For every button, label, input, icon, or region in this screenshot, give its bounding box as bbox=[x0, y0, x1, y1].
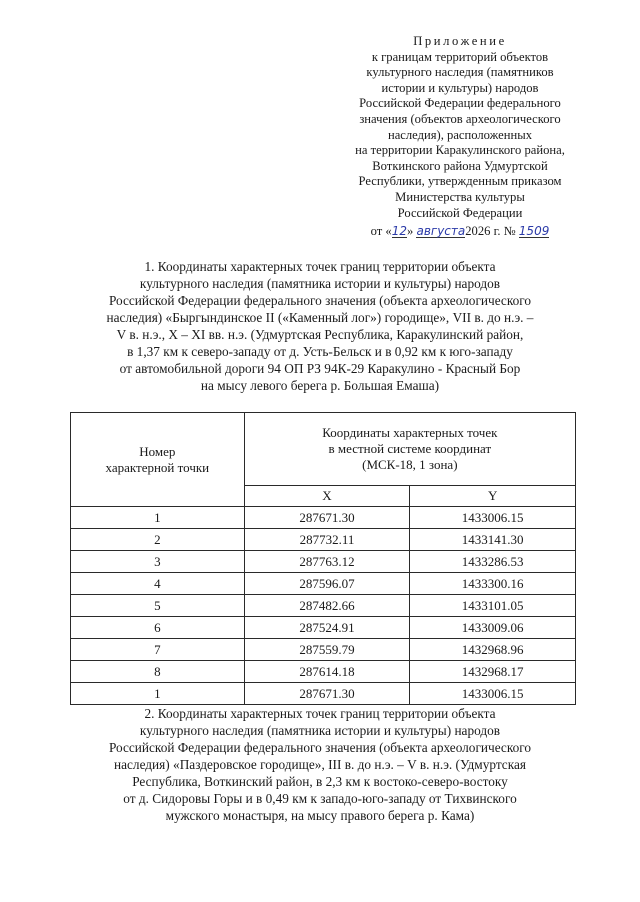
section-1-line: от автомобильной дороги 94 ОП РЗ 94К-29 Каракулино - Красный Бор bbox=[119, 361, 521, 376]
appendix-line: Российской Федерации федерального bbox=[359, 96, 561, 111]
section-2-title bbox=[62, 705, 578, 824]
appendix-line: Министерства культуры bbox=[395, 189, 525, 204]
section-1-line: на мысу левого берега р. Большая Емаша) bbox=[200, 378, 440, 393]
table-row bbox=[71, 573, 576, 595]
cell-y: 1433286.53 bbox=[410, 551, 576, 573]
cell-y: 1433101.05 bbox=[410, 595, 576, 617]
cell-y: 1432968.17 bbox=[410, 661, 576, 683]
cell-point-number: 4 bbox=[71, 573, 245, 595]
cell-y: 1433009.06 bbox=[410, 617, 576, 639]
appendix-line: на территории Каракулинского района, bbox=[355, 143, 565, 158]
section-1-title bbox=[62, 258, 578, 394]
cell-x: 287524.91 bbox=[244, 617, 410, 639]
appendix-line: к границам территорий объектов bbox=[371, 49, 549, 64]
order-prefix: от « bbox=[370, 224, 392, 238]
cell-x: 287482.66 bbox=[244, 595, 410, 617]
appendix-line: значения (объектов археологического bbox=[359, 111, 561, 126]
order-day-handwritten: 12 bbox=[391, 224, 408, 238]
order-date-number bbox=[318, 223, 602, 239]
cell-y: 1433141.30 bbox=[410, 529, 576, 551]
table-row bbox=[71, 529, 576, 551]
section-2-line: культурного наследия (памятника истории и культуры) народов bbox=[139, 723, 501, 738]
cell-x: 287671.30 bbox=[244, 683, 410, 705]
table-header-row bbox=[71, 413, 576, 486]
cell-point-number: 8 bbox=[71, 661, 245, 683]
cell-point-number: 6 bbox=[71, 617, 245, 639]
cell-x: 287671.30 bbox=[244, 507, 410, 529]
appendix-line: Республики, утвержденным приказом bbox=[358, 174, 562, 189]
order-month-handwritten: августа bbox=[416, 224, 466, 238]
section-2-line: наследия) «Паздеровское городище», III в. до н.э. – V в. н.э. (Удмуртская bbox=[114, 757, 526, 772]
appendix-line: культурного наследия (памятников bbox=[366, 65, 554, 80]
table-row bbox=[71, 595, 576, 617]
table-row bbox=[71, 551, 576, 573]
section-2-line: от д. Сидоровы Горы и в 0,49 км к западо-юго-западу от Тихвинского bbox=[123, 791, 517, 806]
section-2-line: 2. Координаты характерных точек границ территории объекта bbox=[144, 706, 496, 721]
cell-point-number: 7 bbox=[71, 639, 245, 661]
appendix-block bbox=[318, 34, 602, 221]
cell-y: 1433300.16 bbox=[410, 573, 576, 595]
cell-x: 287614.18 bbox=[244, 661, 410, 683]
table-row bbox=[71, 683, 576, 705]
header-point-number: Номер характерной точки bbox=[71, 413, 245, 507]
cell-x: 287559.79 bbox=[244, 639, 410, 661]
order-number-handwritten: 1509 bbox=[518, 224, 550, 238]
cell-point-number: 2 bbox=[71, 529, 245, 551]
cell-point-number: 1 bbox=[71, 683, 245, 705]
coordinates-table bbox=[70, 412, 576, 705]
cell-x: 287763.12 bbox=[244, 551, 410, 573]
cell-y: 1433006.15 bbox=[410, 683, 576, 705]
section-1-line: 1. Координаты характерных точек границ территории объекта bbox=[144, 259, 496, 274]
table-row bbox=[71, 507, 576, 529]
appendix-line: Воткинского района Удмуртской bbox=[372, 158, 548, 173]
section-1-line: V в. н.э., X – XI вв. н.э. (Удмуртская Республика, Каракулинский район, bbox=[116, 327, 524, 342]
cell-point-number: 3 bbox=[71, 551, 245, 573]
cell-x: 287732.11 bbox=[244, 529, 410, 551]
cell-point-number: 5 bbox=[71, 595, 245, 617]
section-1-line: Российской Федерации федерального значения (объекта археологического bbox=[108, 293, 532, 308]
appendix-line: истории и культуры) народов bbox=[381, 80, 539, 95]
cell-point-number: 1 bbox=[71, 507, 245, 529]
section-1-line: культурного наследия (памятника истории и культуры) народов bbox=[139, 276, 501, 291]
section-1-line: в 1,37 км к северо-западу от д. Усть-Бельск и в 0,92 км к юго-западу bbox=[127, 344, 513, 359]
section-2-line: Республика, Воткинский район, в 2,3 км к востоко-северо-востоку bbox=[132, 774, 508, 789]
table-row bbox=[71, 617, 576, 639]
header-coordinates: Координаты характерных точек в местной системе координат (МСК-18, 1 зона) bbox=[244, 413, 575, 486]
appendix-line: Российской Федерации bbox=[397, 205, 523, 220]
section-1-line: наследия) «Быргындинское II («Каменный лог») городище», VII в. до н.э. – bbox=[106, 310, 534, 325]
section-2-line: мужского монастыря, на мысу правого берега р. Кама) bbox=[165, 808, 475, 823]
order-mid: » bbox=[407, 224, 417, 238]
order-year: 2026 г. № bbox=[465, 224, 519, 238]
table-row bbox=[71, 661, 576, 683]
section-2-line: Российской Федерации федерального значения (объекта археологического bbox=[108, 740, 532, 755]
cell-y: 1432968.96 bbox=[410, 639, 576, 661]
cell-y: 1433006.15 bbox=[410, 507, 576, 529]
header-x: X bbox=[244, 486, 410, 507]
appendix-heading: Приложение bbox=[413, 34, 507, 48]
header-y: Y bbox=[410, 486, 576, 507]
table-row bbox=[71, 639, 576, 661]
appendix-line: наследия), расположенных bbox=[387, 127, 533, 142]
cell-x: 287596.07 bbox=[244, 573, 410, 595]
